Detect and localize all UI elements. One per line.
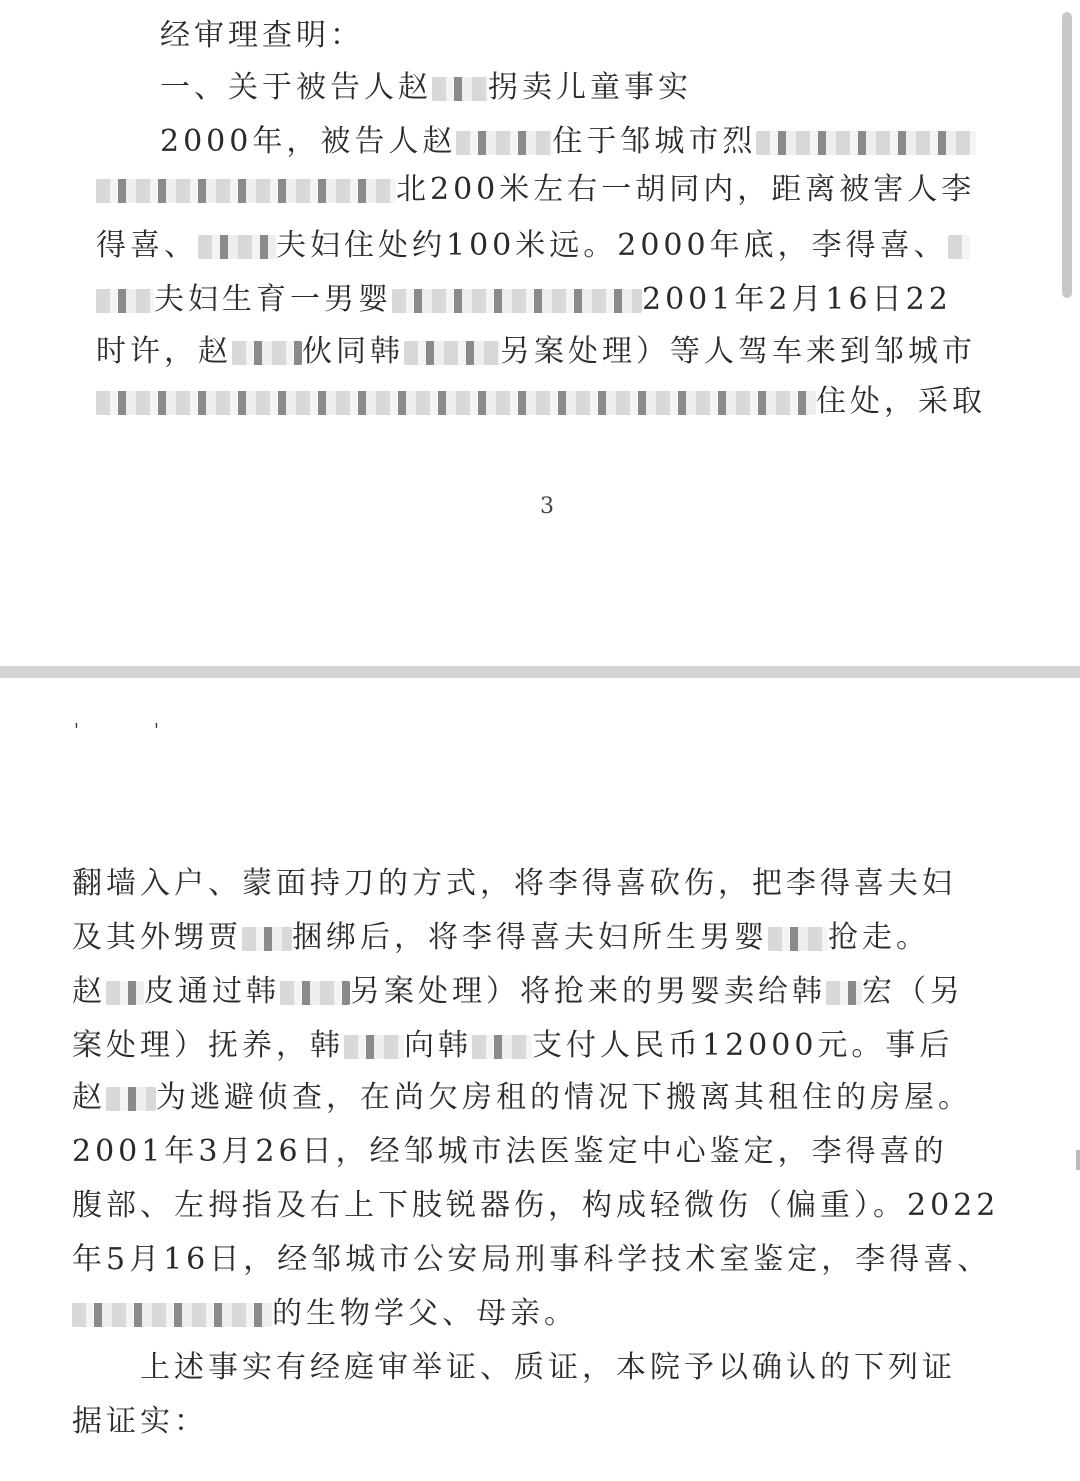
redaction-mask (432, 77, 488, 101)
text-span: 住处，采取 (816, 384, 986, 419)
document-page-upper (0, 0, 1080, 666)
redaction-mask (106, 1087, 156, 1111)
text-span: 抢走。 (828, 920, 930, 955)
text-span: 的生物学父、母亲。 (272, 1296, 578, 1331)
text-span: 时许，赵 (96, 334, 232, 369)
redaction-mask (242, 927, 292, 951)
text-span: 腹部、左拇指及右上下肢锐器伤，构成轻微伤（偏重）。2022 (72, 1188, 1000, 1223)
text-line (72, 1080, 972, 1116)
redaction-mask (756, 131, 976, 155)
text-span: 北200米左右一胡同内，距离被害人李 (396, 172, 976, 207)
redaction-mask (826, 981, 862, 1005)
text-span: 捆绑后，将李得喜夫妇所生男婴 (292, 920, 768, 955)
text-line (72, 1296, 578, 1332)
redaction-mask (96, 179, 396, 203)
scrollbar-thumb[interactable] (1062, 12, 1072, 298)
text-span: 上述事实有经庭审举证、质证，本院予以确认的下列证 (140, 1350, 956, 1385)
text-line (72, 1242, 991, 1278)
text-span: 一、关于被告人赵 (160, 70, 432, 105)
text-span: 2001年3月26日，经邹城市法医鉴定中心鉴定，李得喜的 (72, 1134, 948, 1169)
text-line (72, 1134, 948, 1170)
redaction-mask (948, 235, 970, 259)
redaction-mask (96, 289, 154, 313)
text-span: 案处理）抚养，韩 (72, 1028, 344, 1063)
text-line (72, 1028, 953, 1064)
redaction-mask (280, 981, 350, 1005)
text-span: 赵 (72, 974, 106, 1009)
text-line (160, 124, 976, 160)
text-line (96, 172, 975, 208)
redaction-mask (404, 341, 500, 365)
text-line (96, 282, 952, 318)
text-line (72, 1404, 208, 1440)
text-span: 为逃避侦查，在尚欠房租的情况下搬离其租住的房屋。 (156, 1080, 972, 1115)
text-span: 伙同韩 (302, 334, 404, 369)
text-span: 住于邹城市烈 (552, 124, 757, 159)
text-span: 年5月16日，经邹城市公安局刑事科学技术室鉴定，李得喜、 (72, 1242, 992, 1277)
document-page-lower (0, 678, 1080, 1481)
text-span: 夫妇生育一男婴 (154, 282, 392, 317)
text-line (96, 384, 986, 420)
page-divider (0, 666, 1080, 678)
text-span: 皮通过韩 (144, 974, 280, 1009)
text-span: 2001年2月16日22 (642, 282, 952, 317)
text-line (72, 974, 964, 1010)
text-line (72, 866, 956, 902)
text-span: 另案处理）等人驾车来到邹城市 (500, 334, 976, 369)
redaction-mask (198, 235, 276, 259)
text-span: 及其外甥贾 (72, 920, 242, 955)
page-number: 3 (540, 494, 554, 519)
text-span: 夫妇住处约100米远。2000年底，李得喜、 (276, 228, 948, 263)
text-span: 拐卖儿童事实 (488, 70, 692, 105)
redaction-mask (232, 341, 302, 365)
text-line (160, 70, 692, 106)
scan-speck: ' (74, 720, 79, 741)
redaction-mask (106, 981, 144, 1005)
redaction-mask (768, 927, 828, 951)
redaction-mask (456, 131, 552, 155)
scan-speck: ' (154, 720, 159, 741)
scan-edge-mark (1076, 1150, 1080, 1170)
text-span: 2000年，被告人赵 (160, 124, 457, 159)
text-span: 宏（另 (862, 974, 964, 1009)
text-span: 支付人民币12000元。事后 (532, 1028, 954, 1063)
text-span: 据证实： (72, 1404, 208, 1439)
text-line (72, 920, 930, 956)
text-line (96, 228, 970, 264)
text-span: 经审理查明： (160, 18, 364, 53)
text-span: 另案处理）将抢来的男婴卖给韩 (350, 974, 826, 1009)
text-line (72, 1188, 999, 1224)
redaction-mask (344, 1035, 404, 1059)
redaction-mask (472, 1035, 532, 1059)
redaction-mask (96, 391, 816, 415)
redaction-mask (392, 289, 642, 313)
text-span: 赵 (72, 1080, 106, 1115)
text-line (160, 18, 364, 54)
text-line (96, 334, 976, 370)
text-line (140, 1350, 956, 1386)
redaction-mask (72, 1303, 272, 1327)
text-span: 向韩 (404, 1028, 472, 1063)
text-span: 得喜、 (96, 228, 198, 263)
text-span: 翻墙入户、蒙面持刀的方式，将李得喜砍伤，把李得喜夫妇 (72, 866, 956, 901)
